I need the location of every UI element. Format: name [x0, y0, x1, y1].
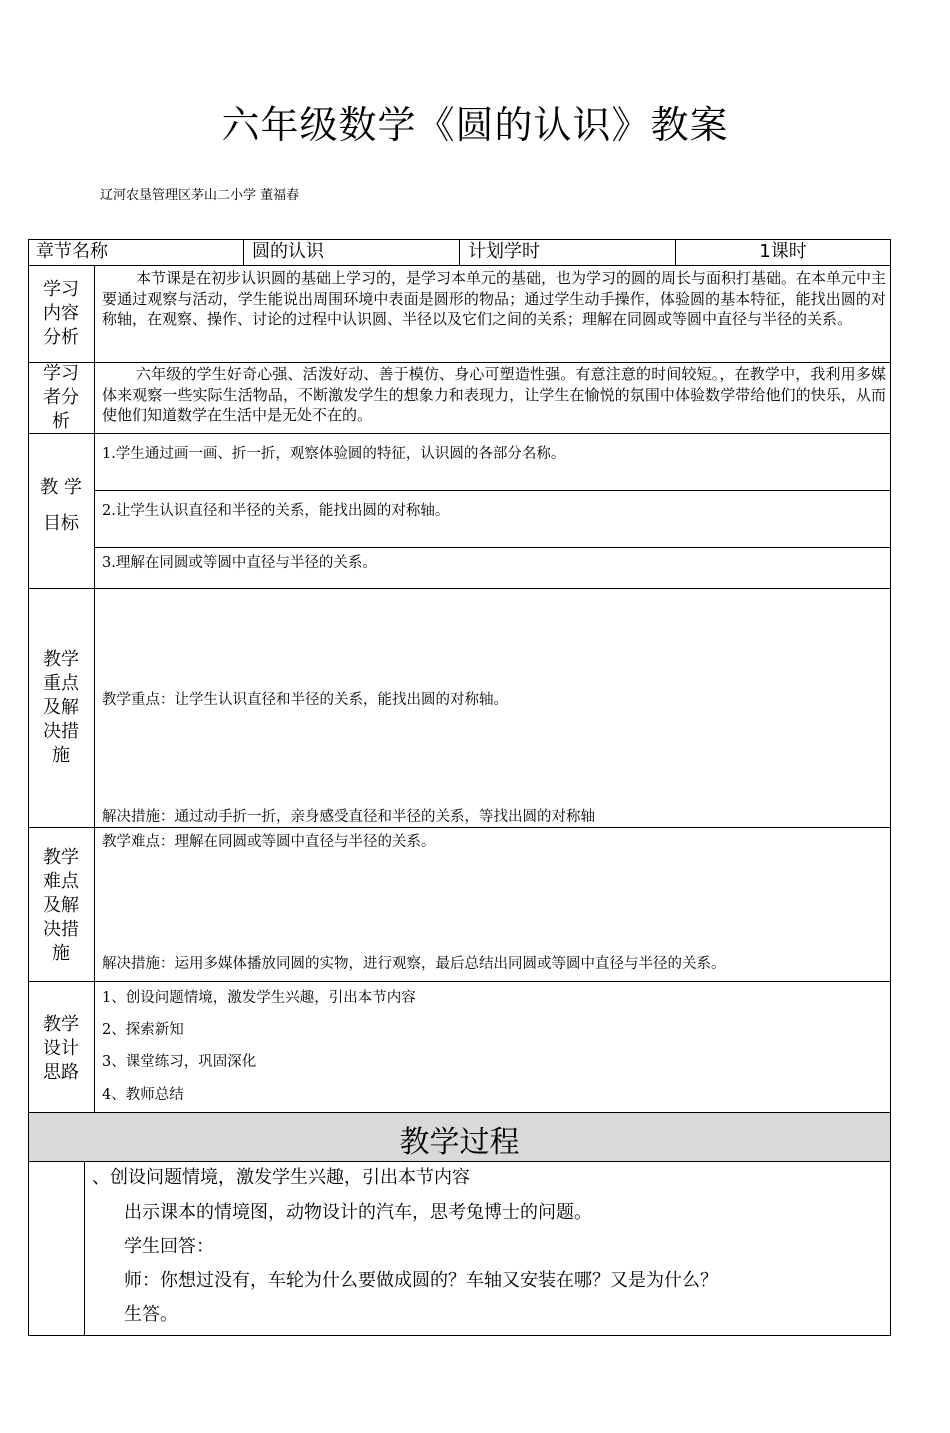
author-line: 辽河农垦管理区茅山二小学 董福春 — [100, 188, 300, 203]
table-bottom-border — [28, 1335, 891, 1336]
learner-analysis-label: 学习者分析 — [43, 363, 79, 432]
table-divider — [28, 981, 891, 982]
table-divider — [84, 1161, 85, 1336]
table-divider — [28, 588, 891, 589]
table-divider — [28, 827, 891, 828]
content-analysis-text: 本节课是在初步认识圆的基础上学习的，是学习本单元的基础，也为学习的圆的周长与面积打基础。在本单元中主要通过观察与活动，学生能说出周围环境中表面是圆形的物品；通过学生动手操作，体验圆的基本特征，能找出圆的对称轴，在观察、操作、讨论的过程中认识圆、半径以及它们之间的关系；理解在同圆或等圆中直径与半径的关系。 — [102, 269, 887, 328]
content-analysis-label: 学习内容分析 — [43, 279, 79, 348]
process-line: 师：你想过没有，车轮为什么要做成圆的？车轴又安装在哪？又是为什么？ — [124, 1270, 718, 1291]
goal-item: 3.理解在同圆或等圆中直径与半径的关系。 — [102, 555, 377, 571]
table-right-border — [890, 239, 891, 1336]
table-divider — [459, 239, 460, 266]
table-divider — [28, 1161, 891, 1162]
key-points-focus: 教学重点：让学生认识直径和半径的关系，能找出圆的对称轴。 — [102, 692, 508, 708]
process-line: 生答。 — [124, 1304, 178, 1325]
document-title: 六年级数学《圆的认识》教案 — [221, 103, 729, 147]
key-points-measure: 解决措施：通过动手折一折，亲身感受直径和半径的关系，等找出圆的对称轴 — [102, 809, 595, 825]
process-line: 出示课本的情境图，动物设计的汽车，思考兔博士的问题。 — [124, 1202, 592, 1223]
chapter-name-value: 圆的认识 — [252, 241, 324, 262]
table-divider — [94, 265, 95, 1113]
design-label: 教学设计思路 — [43, 1014, 79, 1083]
table-divider — [243, 239, 244, 266]
process-line: 、创设问题情境，激发学生兴趣，引出本节内容 — [92, 1167, 470, 1188]
process-line: 学生回答： — [124, 1236, 214, 1257]
design-item: 1、创设问题情境，激发学生兴趣，引出本节内容 — [102, 990, 416, 1006]
learner-analysis-text: 六年级的学生好奇心强、活泼好动、善于模仿、身心可塑造性强。有意注意的时间较短。，在教学中，我利用多媒体来观察一些实际生活物品，不断激发学生的想象力和表现力，让学生在愉悦的氛围中体验数学带给他们的快乐，从而使他们知道数学在生活中是无处不在的。 — [102, 365, 886, 424]
chapter-name-label: 章节名称 — [36, 241, 108, 262]
goals-label-line1: 教 学 — [40, 477, 82, 498]
table-left-border — [28, 239, 29, 1336]
process-heading: 教学过程 — [399, 1125, 520, 1160]
key-points-label: 教学重点及解决措施 — [43, 649, 79, 766]
design-item: 4、教师总结 — [102, 1087, 184, 1103]
goals-label-line2: 目标 — [43, 513, 79, 534]
difficulties-focus: 教学难点：理解在同圆或等圆中直径与半径的关系。 — [102, 834, 436, 850]
goal-item: 2.让学生认识直径和半径的关系，能找出圆的对称轴。 — [102, 503, 450, 519]
table-divider — [94, 547, 891, 548]
design-item: 2、探索新知 — [102, 1022, 184, 1038]
difficulties-label: 教学难点及解决措施 — [43, 847, 79, 964]
table-divider — [94, 490, 891, 491]
planned-hours-label: 计划学时 — [468, 241, 540, 262]
table-divider — [28, 433, 891, 434]
design-item: 3、课堂练习，巩固深化 — [102, 1054, 257, 1070]
goal-item: 1.学生通过画一画、折一折，观察体验圆的特征，认识圆的各部分名称。 — [102, 446, 566, 462]
difficulties-measure: 解决措施：运用多媒体播放同圆的实物，进行观察，最后总结出同圆或等圆中直径与半径的关系。 — [102, 956, 726, 972]
planned-hours-value: 1课时 — [759, 241, 807, 262]
table-divider — [28, 362, 891, 363]
